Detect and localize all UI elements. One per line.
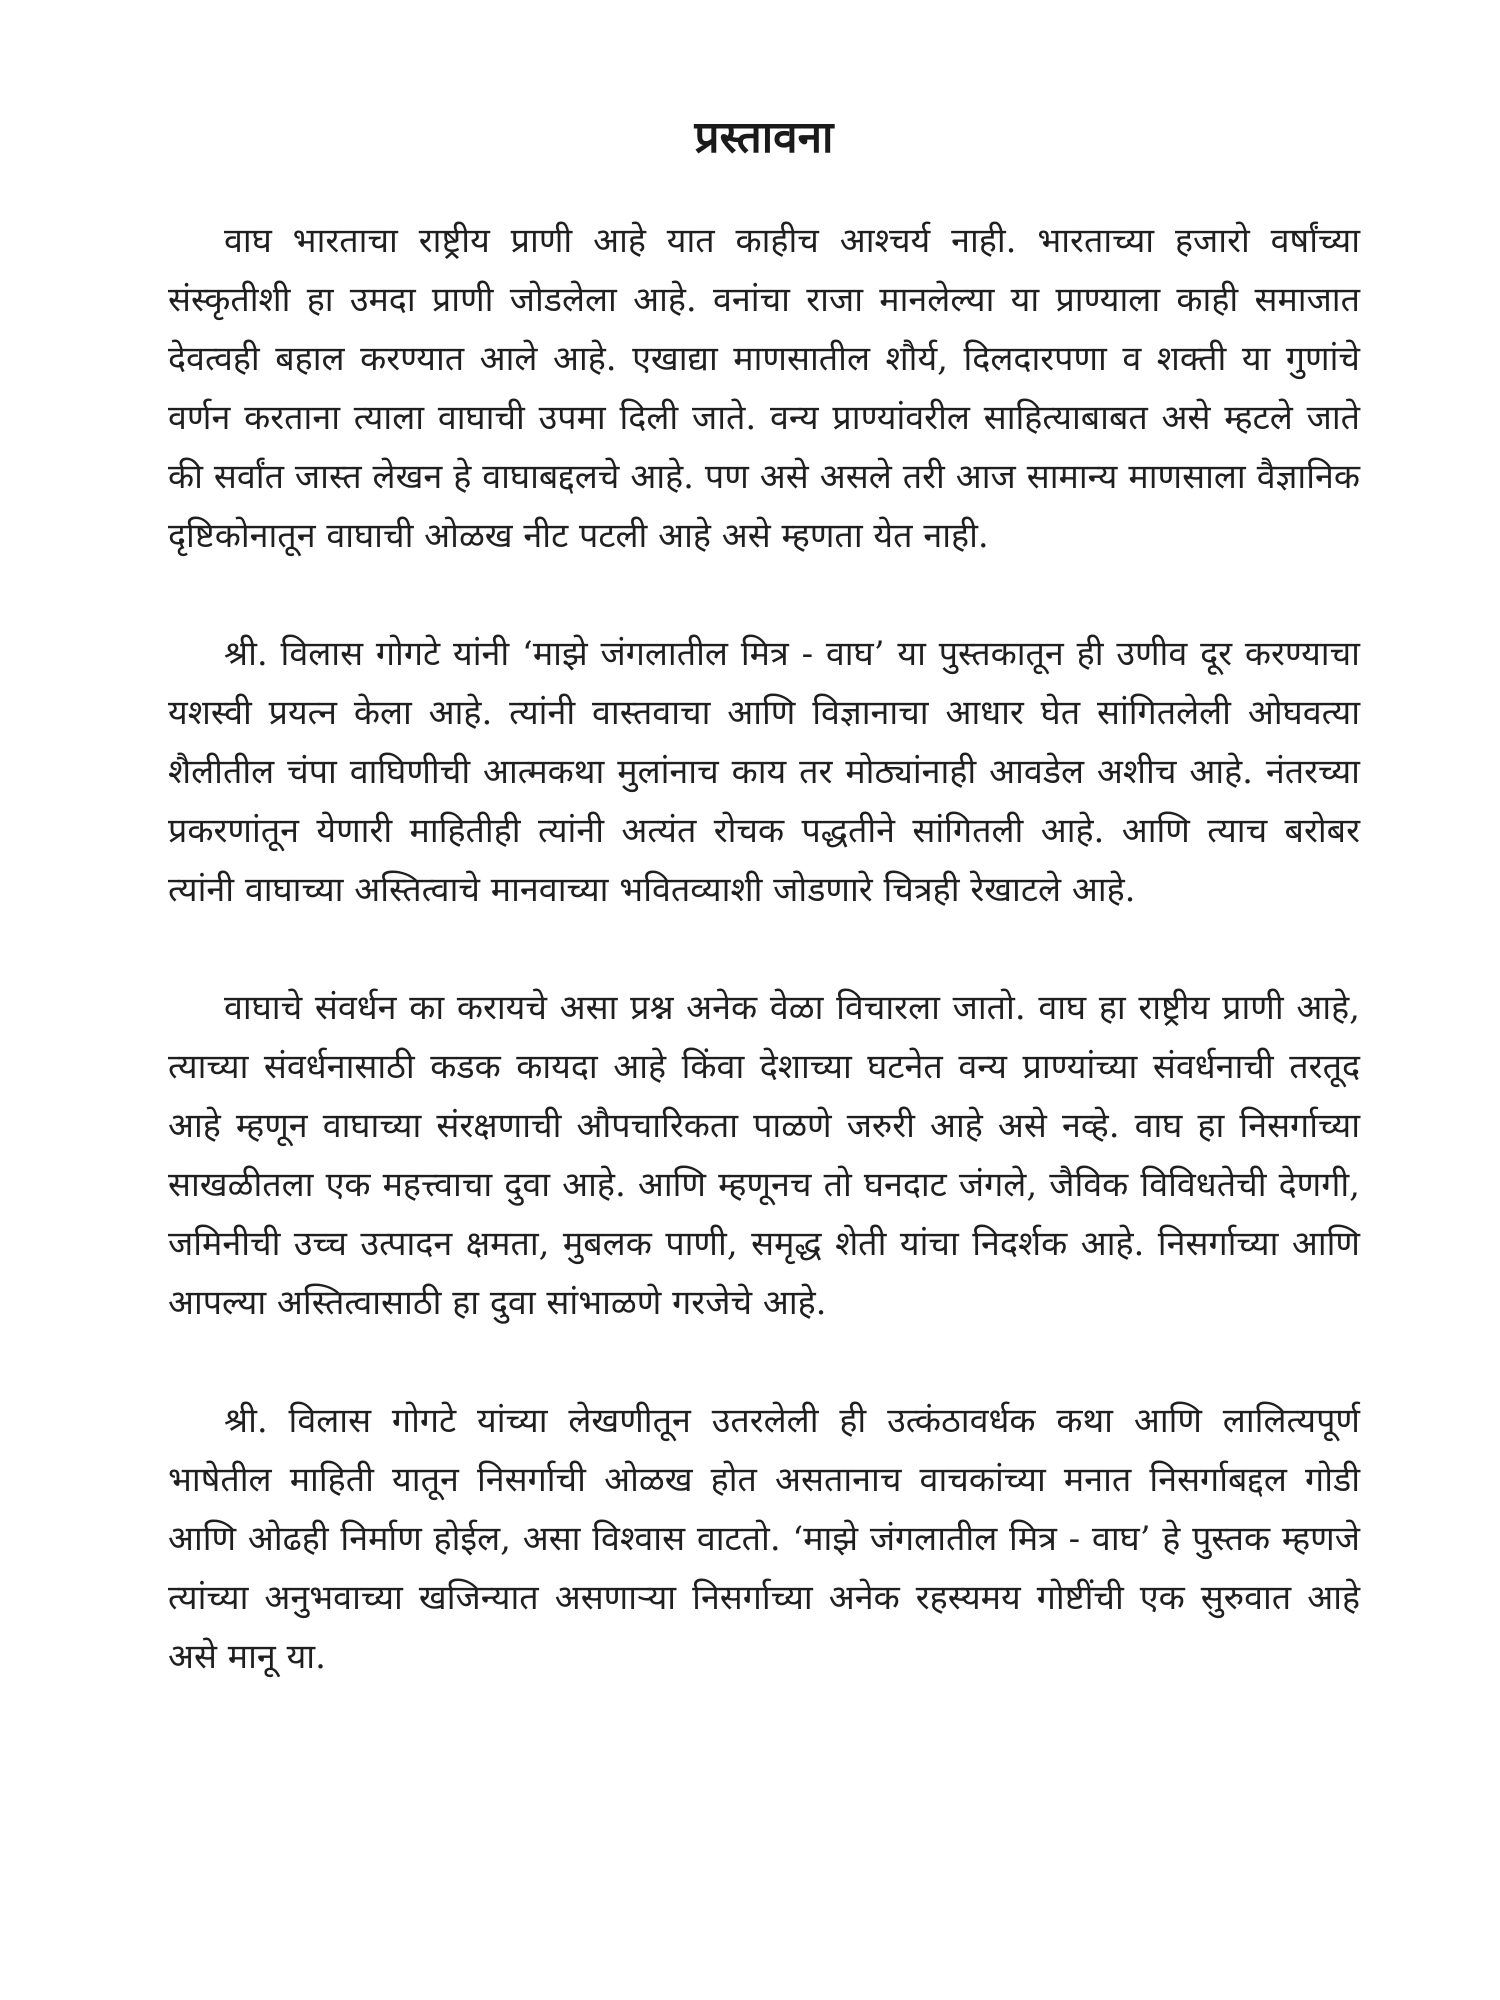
paragraph-3: वाघाचे संवर्धन का करायचे असा प्रश्न अनेक वेळा विचारला जातो. वाघ हा राष्ट्रीय प्राणी आहे, त्याच्या संवर्धनासाठी कडक कायदा आहे किंवा देशाच्या घटनेत वन्य प्राण्यांच्या संवर्धनाची तरतूद आहे म्हणून वाघाच्या संरक्षणाची औपचारिकता पाळणे जरुरी आहे असे नव्हे. वाघ हा निसर्गाच्या साखळीतला एक महत्त्वाचा दुवा आहे. आणि म्हणूनच तो घनदाट जंगले, जैविक विविधतेची देणगी, जमिनीची उच्च उत्पादन क्षमता, मुबलक पाणी, समृद्ध शेती यांचा निदर्शक आहे. निसर्गाच्या आणि आपल्या अस्तित्वासाठी हा दुवा सांभाळणे गरजेचे आहे.	[168, 988, 1360, 1323]
paragraph-4: श्री. विलास गोगटे यांच्या लेखणीतून उतरलेली ही उत्कंठावर्धक कथा आणि लालित्यपूर्ण भाषेतील माहिती यातून निसर्गाची ओळख होत असतानाच वाचकांच्या मनात निसर्गाबद्दल गोडी आणि ओढही निर्माण होईल, असा विश्वास वाटतो. ‘माझे जंगलातील मित्र - वाघ’ हे पुस्तक म्हणजे त्यांच्या अनुभवाच्या खजिन्यात असणाऱ्या निसर्गाच्या अनेक रहस्यमय गोष्टींची एक सुरुवात आहे असे मानू या.	[168, 1401, 1360, 1677]
paragraph-1: वाघ भारताचा राष्ट्रीय प्राणी आहे यात काहीच आश्चर्य नाही. भारताच्या हजारो वर्षांच्या संस्कृतीशी हा उमदा प्राणी जोडलेला आहे. वनांचा राजा मानलेल्या या प्राण्याला काही समाजात देवत्वही बहाल करण्यात आले आहे. एखाद्या माणसातील शौर्य, दिलदारपणा व शक्ती या गुणांचे वर्णन करताना त्याला वाघाची उपमा दिली जाते. वन्य प्राण्यांवरील साहित्याबाबत असे म्हटले जाते की सर्वांत जास्त लेखन हे वाघाबद्दलचे आहे. पण असे असले तरी आज सामान्य माणसाला वैज्ञानिक दृष्टिकोनातून वाघाची ओळख नीट पटली आहे असे म्हणता येत नाही.	[168, 221, 1360, 556]
page-title: प्रस्तावना	[694, 112, 834, 163]
paragraph-2: श्री. विलास गोगटे यांनी ‘माझे जंगलातील मित्र - वाघ’ या पुस्तकातून ही उणीव दूर करण्याचा यशस्वी प्रयत्न केला आहे. त्यांनी वास्तवाचा आणि विज्ञानाचा आधार घेत सांगितलेली ओघवत्या शैलीतील चंपा वाघिणीची आत्मकथा मुलांनाच काय तर मोठ्यांनाही आवडेल अशीच आहे. नंतरच्या प्रकरणांतून येणारी माहितीही त्यांनी अत्यंत रोचक पद्धतीने सांगितली आहे. आणि त्याच बरोबर त्यांनी वाघाच्या अस्तित्वाचे मानवाच्या भवितव्याशी जोडणारे चित्रही रेखाटले आहे.	[168, 634, 1360, 910]
